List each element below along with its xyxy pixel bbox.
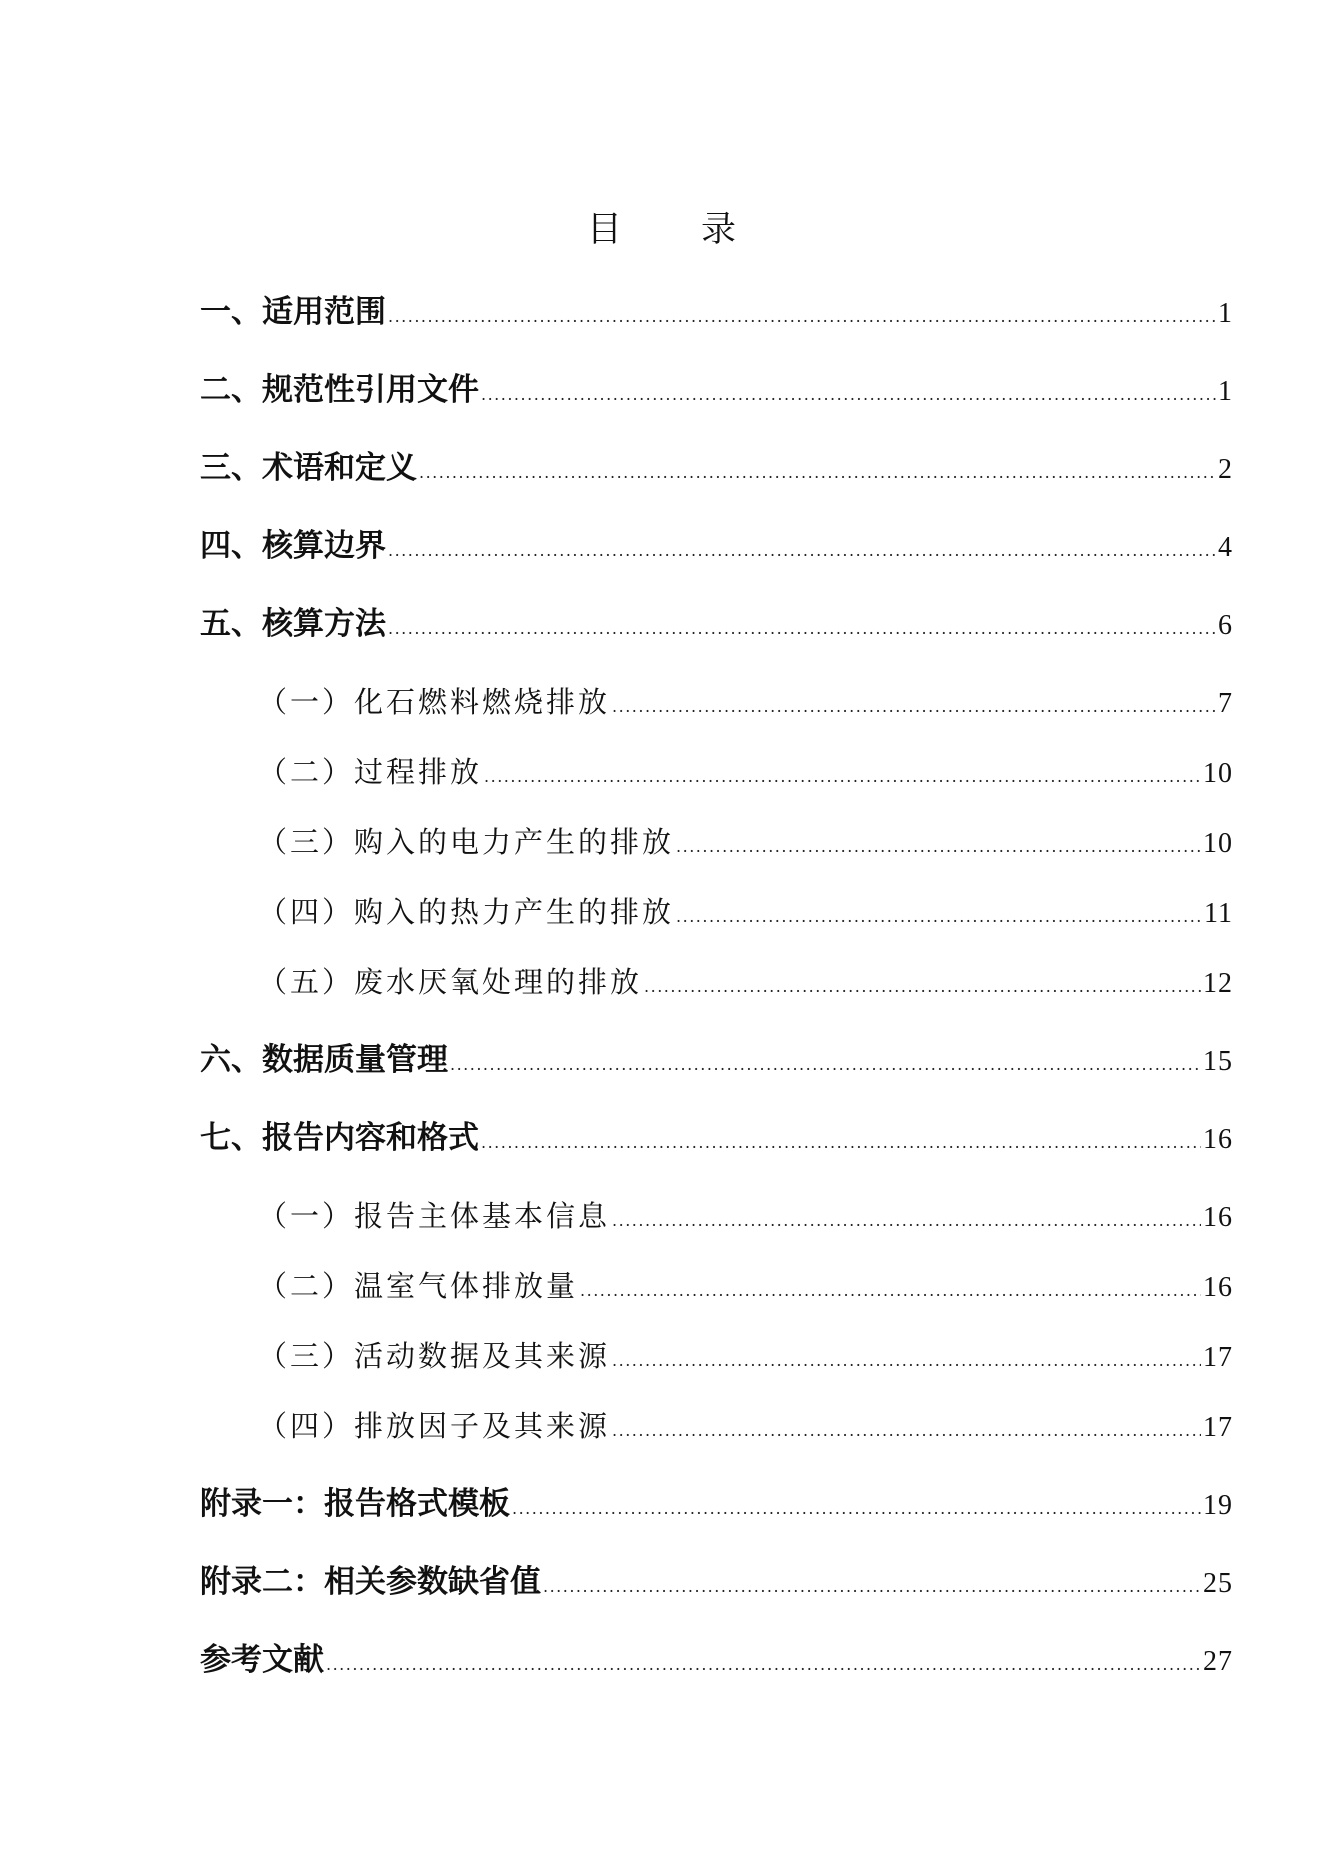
- toc-entry-label: 附录一：报告格式模板: [200, 1486, 510, 1522]
- toc-entry[interactable]: [200, 524, 1233, 568]
- toc-page-number: 16: [1203, 1202, 1233, 1233]
- toc-entry-label: 四、核算边界: [200, 528, 386, 564]
- toc-dot-leader: [326, 1643, 1201, 1687]
- toc-entry[interactable]: [200, 1638, 1233, 1682]
- toc-entry-label: 一、适用范围: [200, 294, 386, 330]
- toc-entry[interactable]: [200, 1264, 1233, 1308]
- toc-page-number: 10: [1203, 828, 1233, 859]
- toc-dot-leader: [543, 1565, 1201, 1609]
- toc-entry[interactable]: [200, 890, 1233, 934]
- toc-entry[interactable]: [200, 1194, 1233, 1238]
- toc-entry-label: （二）过程排放: [258, 755, 483, 789]
- toc-entry-label: 二、规范性引用文件: [200, 372, 479, 408]
- toc-dot-leader: [481, 373, 1216, 417]
- toc-page-number: 17: [1203, 1342, 1233, 1373]
- page-title: 目 录: [586, 210, 771, 250]
- toc-dot-leader: [388, 529, 1216, 573]
- toc-page-number: 1: [1218, 376, 1233, 407]
- toc-entry[interactable]: [200, 960, 1233, 1004]
- toc-dot-leader: [612, 685, 1216, 729]
- toc-entry-label: （三）活动数据及其来源: [258, 1339, 611, 1373]
- toc-dot-leader: [388, 295, 1216, 339]
- toc-page-number: 19: [1203, 1490, 1233, 1521]
- toc-entry-label: （四）排放因子及其来源: [258, 1409, 611, 1443]
- toc-entry-label: 六、数据质量管理: [200, 1042, 448, 1078]
- toc-entry[interactable]: [200, 1334, 1233, 1378]
- toc-page-number: 6: [1218, 610, 1233, 641]
- toc-entry[interactable]: [200, 1116, 1233, 1160]
- toc-entry[interactable]: [200, 1560, 1233, 1604]
- toc-entry-label: （一）报告主体基本信息: [258, 1199, 611, 1233]
- toc-page-number: 16: [1203, 1272, 1233, 1303]
- toc-entry-label: （一）化石燃料燃烧排放: [258, 685, 611, 719]
- toc-page-number: 25: [1203, 1568, 1233, 1599]
- toc-entry[interactable]: [200, 750, 1233, 794]
- toc-entry[interactable]: [200, 446, 1233, 490]
- toc-page-number: 16: [1203, 1124, 1233, 1155]
- toc-entry[interactable]: [200, 1404, 1233, 1448]
- toc-page-number: 4: [1218, 532, 1233, 563]
- toc-dot-leader: [388, 607, 1216, 651]
- toc-dot-leader: [481, 1121, 1201, 1165]
- toc-entry[interactable]: [200, 602, 1233, 646]
- toc-dot-leader: [512, 1487, 1201, 1531]
- toc-entry-label: （四）购入的热力产生的排放: [258, 895, 675, 929]
- toc-dot-leader: [612, 1339, 1201, 1383]
- toc-entry[interactable]: [200, 290, 1233, 334]
- toc-page-number: 1: [1218, 298, 1233, 329]
- toc-entry-label: 五、核算方法: [200, 606, 386, 642]
- toc-dot-leader: [484, 755, 1201, 799]
- toc-entry-label: 七、报告内容和格式: [200, 1120, 479, 1156]
- toc-page-number: 2: [1218, 454, 1233, 485]
- toc-dot-leader: [580, 1269, 1201, 1313]
- toc-entry[interactable]: [200, 1038, 1233, 1082]
- toc-entry[interactable]: [200, 820, 1233, 864]
- toc-entry-label: 参考文献: [200, 1642, 324, 1678]
- toc-page-number: 27: [1203, 1646, 1233, 1677]
- toc-entry[interactable]: [200, 1482, 1233, 1526]
- toc-entry[interactable]: [200, 680, 1233, 724]
- toc-dot-leader: [419, 451, 1216, 495]
- toc-page-number: 10: [1203, 758, 1233, 789]
- toc-dot-leader: [612, 1409, 1201, 1453]
- toc-entry-label: （三）购入的电力产生的排放: [258, 825, 675, 859]
- toc-dot-leader: [676, 895, 1202, 939]
- toc-dot-leader: [644, 965, 1201, 1009]
- toc-dot-leader: [612, 1199, 1201, 1243]
- toc-page-number: 17: [1203, 1412, 1233, 1443]
- toc-entry-label: 附录二：相关参数缺省值: [200, 1564, 541, 1600]
- toc-page-number: 7: [1218, 688, 1233, 719]
- toc-page-number: 11: [1204, 898, 1233, 929]
- toc-dot-leader: [450, 1043, 1201, 1087]
- toc-entry-label: （五）废水厌氧处理的排放: [258, 965, 643, 999]
- toc-entry[interactable]: [200, 368, 1233, 412]
- toc-entry-label: （二）温室气体排放量: [258, 1269, 579, 1303]
- toc-page-number: 12: [1203, 968, 1233, 999]
- toc-dot-leader: [676, 825, 1201, 869]
- toc-page-number: 15: [1203, 1046, 1233, 1077]
- toc-entry-label: 三、术语和定义: [200, 450, 417, 486]
